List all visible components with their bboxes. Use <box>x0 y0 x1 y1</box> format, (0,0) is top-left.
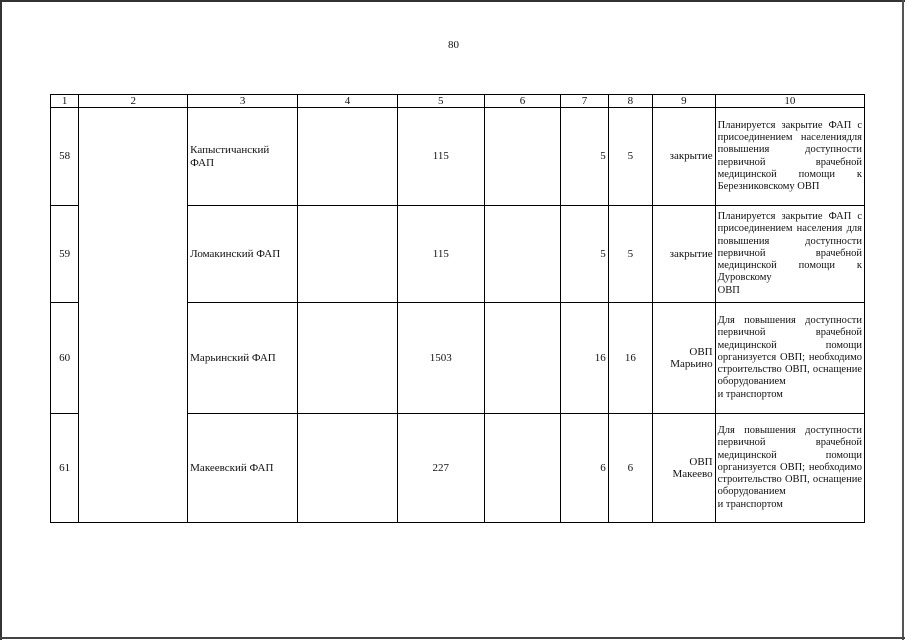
row-number: 60 <box>51 303 79 414</box>
population-cell: 115 <box>397 206 484 303</box>
header-col-5: 5 <box>397 95 484 108</box>
col7-cell: 5 <box>561 108 608 206</box>
description-text: Планируется закрытие ФАП с присоединением населениядля повышения доступности первичной врачебной медицинской помощи к <box>717 119 862 180</box>
action-cell: закрытие <box>653 108 716 206</box>
header-col-2: 2 <box>79 95 188 108</box>
col8-cell: 16 <box>608 303 652 414</box>
description-text-end: и транспортом <box>717 498 783 510</box>
facility-name: Макеевский ФАП <box>188 414 298 523</box>
description-text-end: и транспортом <box>717 388 783 400</box>
page-border-bottom <box>0 637 905 639</box>
col7-cell: 5 <box>561 206 608 303</box>
empty-cell <box>484 303 561 414</box>
header-col-8: 8 <box>608 95 652 108</box>
description-cell <box>715 108 864 206</box>
description-text: Планируется закрытие ФАП с присоединением населения для повышения доступности первичной врачебной медицинской помощи к Дуровскому <box>717 211 862 284</box>
action-cell: ОВП Марьино <box>653 303 716 414</box>
header-col-9: 9 <box>653 95 716 108</box>
description-text: Для повышения доступности первичной врачебной медицинской помощи организуется ОВП; необходимо строительство ОВП, оснащение оборудованием <box>717 315 862 388</box>
col8-cell: 5 <box>608 108 652 206</box>
facility-name: Ломакинский ФАП <box>188 206 298 303</box>
empty-cell <box>484 108 561 206</box>
page-number: 80 <box>448 39 459 51</box>
empty-cell <box>298 206 398 303</box>
population-cell: 227 <box>397 414 484 523</box>
empty-cell <box>298 414 398 523</box>
district-cell <box>79 108 188 523</box>
facilities-table <box>50 94 865 523</box>
col8-cell: 5 <box>608 206 652 303</box>
empty-cell <box>298 108 398 206</box>
page-border-right <box>902 0 904 640</box>
action-cell: ОВП Макеево <box>653 414 716 523</box>
empty-cell <box>484 414 561 523</box>
action-cell: закрытие <box>653 206 716 303</box>
col8-cell: 6 <box>608 414 652 523</box>
table-row <box>51 108 865 206</box>
description-text: Для повышения доступности первичной врачебной медицинской помощи организуется ОВП; необходимо строительство ОВП, оснащение оборудованием <box>717 425 862 498</box>
page-border-top <box>0 0 905 2</box>
page-border-left <box>0 0 2 640</box>
row-number: 61 <box>51 414 79 523</box>
row-number: 59 <box>51 206 79 303</box>
description-text-end: ОВП <box>717 284 740 296</box>
facility-name: Капыстичанский ФАП <box>188 108 298 206</box>
description-cell <box>715 414 864 523</box>
row-number: 58 <box>51 108 79 206</box>
population-cell: 115 <box>397 108 484 206</box>
header-col-3: 3 <box>188 95 298 108</box>
header-col-10: 10 <box>715 95 864 108</box>
description-cell <box>715 206 864 303</box>
col7-cell: 16 <box>561 303 608 414</box>
header-col-4: 4 <box>298 95 398 108</box>
header-col-6: 6 <box>484 95 561 108</box>
header-col-7: 7 <box>561 95 608 108</box>
facility-name: Марьинский ФАП <box>188 303 298 414</box>
description-text-end: Березниковскому ОВП <box>717 180 820 192</box>
description-cell <box>715 303 864 414</box>
empty-cell <box>298 303 398 414</box>
population-cell: 1503 <box>397 303 484 414</box>
header-col-1: 1 <box>51 95 79 108</box>
col7-cell: 6 <box>561 414 608 523</box>
empty-cell <box>484 206 561 303</box>
table-header-row <box>51 95 865 108</box>
